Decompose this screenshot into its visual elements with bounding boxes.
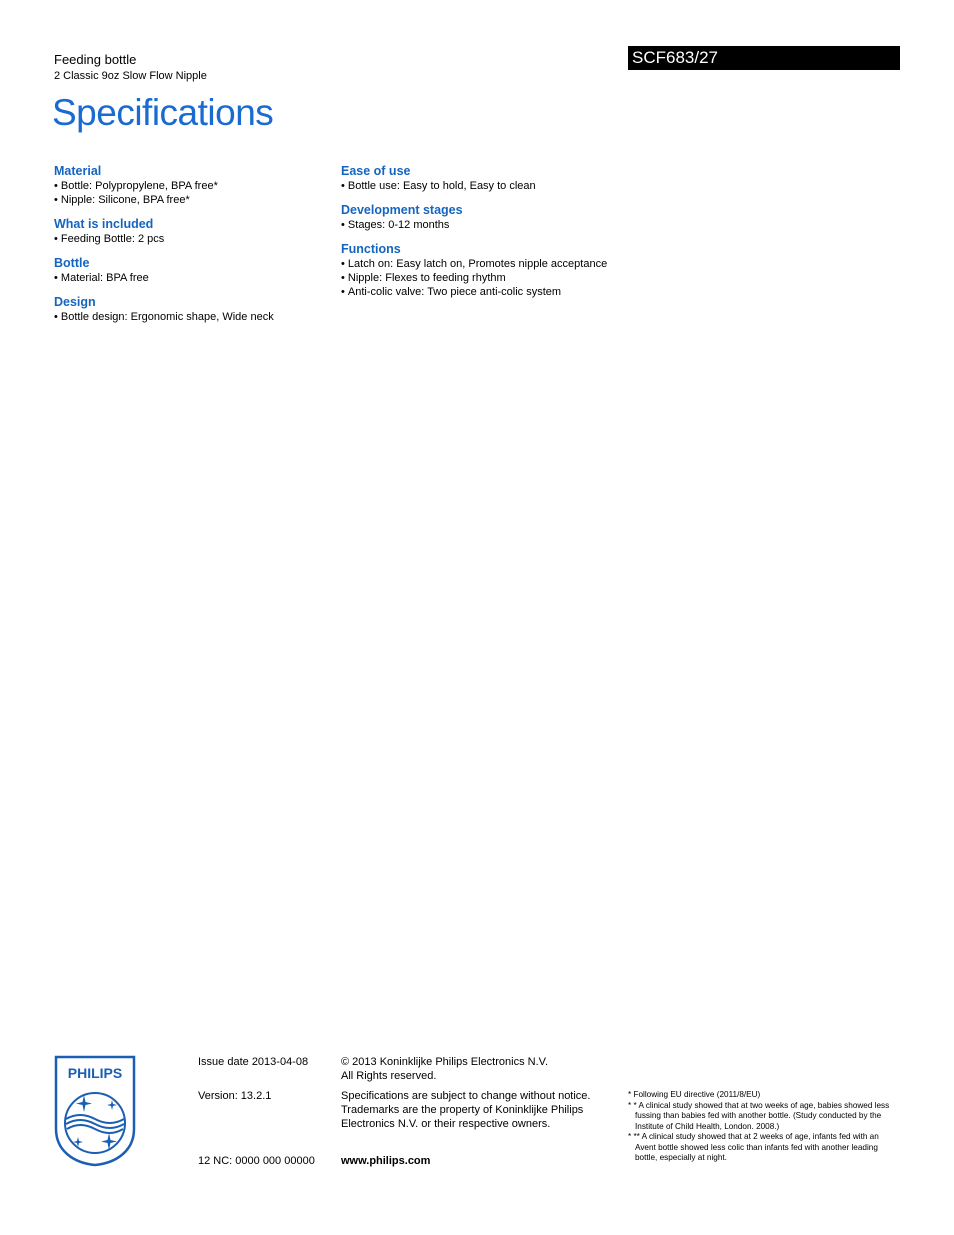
section-heading: Bottle (54, 256, 90, 270)
spec-item: • Bottle use: Easy to hold, Easy to clean (341, 179, 641, 193)
spec-item: • Anti-colic valve: Two piece anti-colic system (341, 285, 641, 299)
section-heading: Development stages (341, 203, 463, 217)
notice-line-2: Trademarks are the property of Koninklijke Philips (341, 1104, 584, 1116)
issue-date: Issue date 2013-04-08 (198, 1056, 309, 1068)
spec-section-bottle (54, 256, 334, 285)
specs-left-column (54, 164, 334, 334)
footnote-2-line-3: Institute of Child Health, London. 2008.) (635, 1121, 780, 1131)
section-heading: Ease of use (341, 164, 411, 178)
philips-shield-logo (54, 1055, 136, 1167)
nc-number: 12 NC: 0000 000 00000 (198, 1155, 315, 1167)
website-link[interactable]: www.philips.com (341, 1155, 431, 1167)
section-heading: Design (54, 295, 96, 309)
notice-line-1: Specifications are subject to change without notice. (341, 1090, 591, 1102)
specs-right-column (341, 164, 641, 309)
copyright: © 2013 Koninklijke Philips Electronics N.V. (341, 1056, 549, 1068)
spec-item: • Nipple: Flexes to feeding rhythm (341, 271, 641, 285)
version: Version: 13.2.1 (198, 1090, 272, 1102)
spec-item: • Bottle: Polypropylene, BPA free* (54, 179, 334, 193)
footnotes (628, 1090, 903, 1164)
section-heading: What is included (54, 217, 154, 231)
footnote-3-line-2: Avent bottle showed less colic than infants fed with another leading (635, 1142, 878, 1152)
footnote-1: * Following EU directive (2011/8/EU) (628, 1090, 761, 1099)
spec-item: • Bottle design: Ergonomic shape, Wide neck (54, 310, 334, 324)
footnote-3-line-3: bottle, especially at night. (635, 1153, 727, 1162)
spec-item: • Material: BPA free (54, 271, 334, 285)
section-heading: Functions (341, 242, 401, 256)
spec-item: • Latch on: Easy latch on, Promotes nipple acceptance (341, 257, 641, 271)
spec-section-design (54, 295, 334, 324)
product-subtitle: 2 Classic 9oz Slow Flow Nipple (54, 70, 207, 82)
spec-section-what-is-included (54, 217, 334, 246)
notice-line-3: Electronics N.V. or their respective owners. (341, 1118, 551, 1130)
spec-item: • Nipple: Silicone, BPA free* (54, 193, 334, 207)
section-heading: Material (54, 164, 102, 178)
product-name: Feeding bottle (54, 52, 137, 67)
footnote-2-line-1: * * A clinical study showed that at two weeks of age, babies showed less (628, 1100, 890, 1110)
spec-section-material (54, 164, 334, 207)
spec-section-functions (341, 242, 641, 299)
spec-item: • Feeding Bottle: 2 pcs (54, 232, 334, 246)
logo-text: PHILIPS (67, 1065, 123, 1081)
page-title: Specifications (52, 92, 274, 133)
model-number: SCF683/27 (628, 46, 900, 70)
footnote-2-line-2: fussing than babies fed with another bottle. (Study conducted by the (635, 1111, 882, 1120)
rights: All Rights reserved. (341, 1070, 437, 1082)
footnote-3-line-1: * ** A clinical study showed that at 2 weeks of age, infants fed with an (628, 1132, 879, 1141)
spec-section-development-stages (341, 203, 641, 232)
spec-item: • Stages: 0-12 months (341, 218, 641, 232)
spec-section-ease-of-use (341, 164, 641, 193)
